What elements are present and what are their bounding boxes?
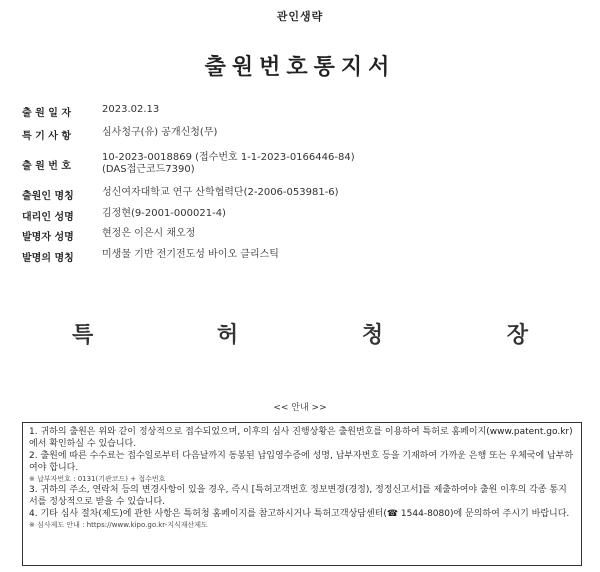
guide-item: 3. 귀하의 주소, 연락처 등의 변경사항이 있을 경우, 즉시 [특허고객번호 정보변경(경정), 정정신고서]를 제출하여야 출원 이후의 각종 통지서를 정상적으로 받을 수 있습니다. xyxy=(29,485,567,507)
field-value: 10-2023-0018869 (접수번호 1-1-2023-0166446-84) (DAS접근코드7390) xyxy=(102,152,355,175)
issuer-char: 장 xyxy=(506,323,528,348)
issuer-char: 특 xyxy=(72,323,94,348)
omit-seal-label: 관인생략 xyxy=(276,10,324,23)
field-label: 특 기 사 항 xyxy=(22,131,72,142)
field-label: 출 원 번 호 xyxy=(22,161,72,172)
field-value: 김정현(9-2001-000021-4) xyxy=(102,208,226,219)
field-value: 미생물 기반 전기전도성 바이오 클리스틱 xyxy=(102,249,279,260)
field-inventor-names xyxy=(22,228,195,243)
field-filing-date xyxy=(22,104,159,119)
field-value: 2023.02.13 xyxy=(102,104,160,115)
guide-item: 1. 귀하의 출원은 위와 같이 정상적으로 접수되었으며, 이후의 심사 진행상황은 출원번호를 이용하여 특허로 홈페이지(www.patent.go.kr)에서 확인하실 수 있습니다. xyxy=(29,427,573,449)
field-label: 출 원 일 자 xyxy=(22,108,72,119)
guide-note: ※ 납부자번호 : 0131(기관코드) + 접수번호 xyxy=(29,475,166,483)
guide-box xyxy=(22,422,582,566)
guide-note: ※ 심사제도 안내 : https://www.kipo.go.kr-지식재산제도 xyxy=(29,521,208,529)
field-applicant-name xyxy=(22,187,339,202)
field-label: 발명자 성명 xyxy=(22,232,74,243)
field-label: 발명의 명칭 xyxy=(22,253,74,264)
field-agent-name xyxy=(22,208,226,223)
field-application-number xyxy=(22,152,355,176)
field-value: 현정은 이은시 채오정 xyxy=(102,228,196,239)
guide-item: 4. 기타 심사 절차(제도)에 관한 사항은 특허청 홈페이지를 참고하시거나 특허고객상담센터(☎ 1544-8080)에 문의하여 주시기 바랍니다. xyxy=(29,509,570,519)
field-special-notes xyxy=(22,127,217,142)
field-label: 출원인 명칭 xyxy=(22,191,74,202)
issuer-char: 허 xyxy=(216,323,239,348)
field-label: 대리인 성명 xyxy=(22,212,74,223)
guide-item: 2. 출원에 따른 수수료는 접수일로부터 다음날까지 동봉된 납입영수증에 성명, 납부자번호 등을 기재하여 가까운 은행 또는 우체국에 납부하여야 합니다. xyxy=(29,451,574,473)
field-value: 심사청구(유) 공개신청(무) xyxy=(102,127,218,138)
field-invention-title xyxy=(22,249,279,264)
field-value: 성신여자대학교 연구 산학협력단(2-2006-053981-6) xyxy=(102,187,339,198)
guide-heading: << 안내 >> xyxy=(273,403,327,413)
document-title: 출원번호통지서 xyxy=(204,55,396,80)
issuer-signature xyxy=(60,318,540,349)
issuer-char: 청 xyxy=(361,323,384,348)
